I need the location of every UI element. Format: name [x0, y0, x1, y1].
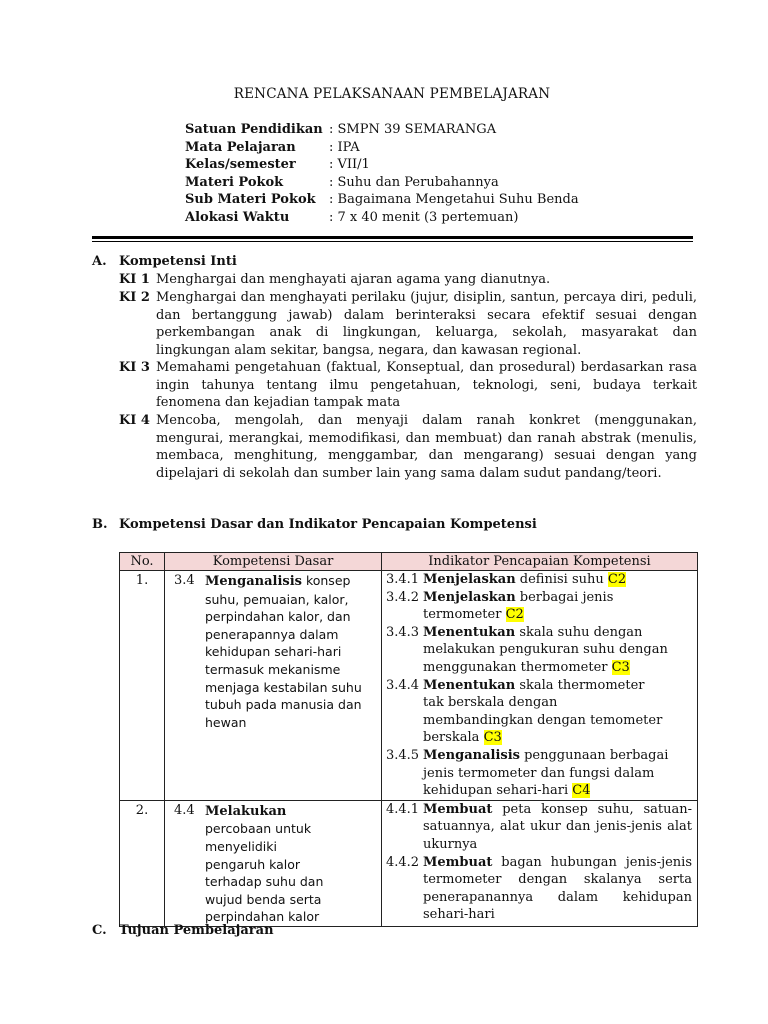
indicator-description: skala thermometer tak berskala dengan membandingkan dengan temometer berskala [423, 677, 663, 746]
column-header-indicator: Indikator Pencapaian Kompetensi [382, 553, 698, 571]
indicator-verb: Menjelaskan [423, 589, 516, 605]
indicator-item [382, 677, 697, 747]
column-header-kd: Kompetensi Dasar [165, 553, 382, 571]
indicator-item [382, 801, 697, 854]
cognitive-level-badge: C2 [505, 607, 524, 623]
section-title: Kompetensi Inti [119, 254, 237, 269]
indicator-text [423, 571, 697, 589]
identity-value: : IPA [329, 139, 360, 155]
indicator-verb: Menentukan [423, 624, 516, 640]
document-title: RENCANA PELAKSANAAN PEMBELAJARAN [233, 86, 551, 102]
cognitive-level-badge: C3 [611, 659, 630, 675]
indicator-code: 3.4.1 [386, 572, 420, 587]
competency-table [119, 552, 698, 927]
indicator-code: 3.4.5 [386, 747, 420, 763]
section-title: Tujuan Pembelajaran [119, 923, 274, 938]
indicator-code: 3.4.3 [386, 624, 420, 640]
section-letter: A. [92, 254, 107, 269]
table-row [120, 800, 698, 926]
column-header-no: No. [120, 553, 165, 571]
row-number: 1. [120, 571, 165, 801]
indicator-description: skala suhu dengan melakukan pengukuran suhu dengan menggunakan thermometer [423, 624, 668, 675]
indicator-text [423, 677, 697, 747]
indicator-text [423, 801, 697, 854]
section-letter: C. [92, 923, 107, 938]
identity-value: : Bagaimana Mengetahui Suhu Benda [329, 192, 579, 208]
kd-cell [165, 800, 382, 926]
ki-code: KI 1 [119, 272, 150, 287]
table-header-row [120, 553, 698, 571]
row-number: 2. [120, 800, 165, 926]
identity-label: Materi Pokok [185, 174, 284, 190]
indicator-code: 3.4.2 [386, 589, 420, 605]
kd-code: 4.4 [174, 802, 195, 818]
indicator-code: 4.4.1 [386, 801, 420, 817]
indicator-verb: Menganalisis [423, 747, 520, 763]
table-row [120, 571, 698, 801]
indicator-cell [382, 800, 698, 926]
kd-text [205, 571, 381, 731]
header-divider-thin [92, 241, 693, 242]
indicator-verb: Menjelaskan [423, 572, 516, 587]
kd-cell [165, 571, 382, 801]
identity-label: Satuan Pendidikan [185, 122, 323, 137]
cognitive-level-badge: C2 [607, 572, 627, 587]
identity-value: : 7 x 40 menit (3 pertemuan) [329, 209, 519, 225]
indicator-description: definisi suhu [515, 572, 608, 587]
ki-text: Menghargai dan menghayati ajaran agama yang dianutnya. [156, 272, 551, 287]
section-letter: B. [92, 517, 108, 532]
indicator-text [423, 624, 697, 677]
identity-value: : VII/1 [329, 157, 370, 173]
indicator-description: bagan hubungan jenis-jenis termometer dengan skalanya serta penerapanannya dalam kehidupan sehari-hari [423, 854, 692, 923]
cognitive-level-badge: C4 [572, 783, 591, 799]
kd-code: 3.4 [174, 573, 195, 588]
ki-text: Memahami pengetahuan (faktual, Konseptual, dan prosedural) berdasarkan rasa ingin tahunya tentang ilmu pengetahuan, teknologi, seni, budaya terkait fenomena dan kejadian tampak mata [156, 360, 697, 411]
indicator-item [382, 854, 697, 924]
identity-label: Mata Pelajaran [185, 139, 296, 155]
identity-value: : Suhu dan Perubahannya [329, 174, 499, 190]
indicator-item [382, 747, 697, 800]
indicator-verb: Membuat [423, 801, 493, 817]
identity-label: Alokasi Waktu [185, 209, 290, 225]
ki-text: Mencoba, mengolah, dan menyaji dalam ranah konkret (menggunakan, mengurai, merangkai, memodifikasi, dan membuat) dan ranah abstrak (menulis, membaca, menghitung, menggambar, dan mengarang) sesuai dengan yang dipelajari di sekolah dan sumber lain yang sama dalam sudut pandang/teori. [156, 413, 697, 481]
indicator-text [423, 589, 697, 624]
indicator-verb: Menentukan [423, 677, 516, 693]
section-title: Kompetensi Dasar dan Indikator Pencapaian Kompetensi [119, 517, 537, 532]
kd-description: percobaan untuk menyelidiki pengaruh kalor terhadap suhu dan wujud benda serta perpindahan kalor [205, 821, 324, 925]
kd-verb: Melakukan [205, 803, 287, 819]
indicator-item [382, 624, 697, 677]
ki-code: KI 3 [119, 360, 150, 375]
kd-text [205, 801, 381, 926]
indicator-text [423, 854, 697, 924]
ki-code: KI 2 [119, 290, 150, 305]
ki-text: Menghargai dan menghayati perilaku (jujur, disiplin, santun, percaya diri, peduli, dan bertanggung jawab) dalam berinteraksi secara efektif sesuai dengan perkembangan anak di lingkungan, keluarga, sekolah, masyarakat dan lingkungan alam sekitar, bangsa, negara, dan kawasan regional. [156, 290, 697, 358]
indicator-item [382, 571, 697, 589]
cognitive-level-badge: C3 [483, 730, 502, 746]
indicator-description: peta konsep suhu, satuan-satuannya, alat ukur dan jenis-jenis alat ukurnya [423, 801, 692, 852]
identity-value: : SMPN 39 SEMARANGA [329, 122, 497, 137]
identity-label: Sub Materi Pokok [185, 192, 316, 208]
indicator-text [423, 747, 697, 800]
indicator-verb: Membuat [423, 854, 493, 870]
kd-verb: Menganalisis [205, 574, 302, 589]
indicator-description: berbagai jenis termometer [423, 589, 614, 623]
header-divider-thick [92, 236, 693, 239]
indicator-item [382, 589, 697, 624]
ki-code: KI 4 [119, 413, 150, 428]
indicator-code: 3.4.4 [386, 677, 420, 693]
indicator-cell [382, 571, 698, 801]
indicator-code: 4.4.2 [386, 854, 420, 870]
indicator-description: penggunaan berbagai jenis termometer dan fungsi dalam kehidupan sehari-hari [423, 747, 669, 799]
kd-description: konsep suhu, pemuaian, kalor, perpindahan kalor, dan penerapannya dalam kehidupan sehari-hari termasuk mekanisme menjaga kestabilan suhu tubuh pada manusia dan hewan [205, 573, 362, 730]
identity-label: Kelas/semester [185, 157, 296, 173]
